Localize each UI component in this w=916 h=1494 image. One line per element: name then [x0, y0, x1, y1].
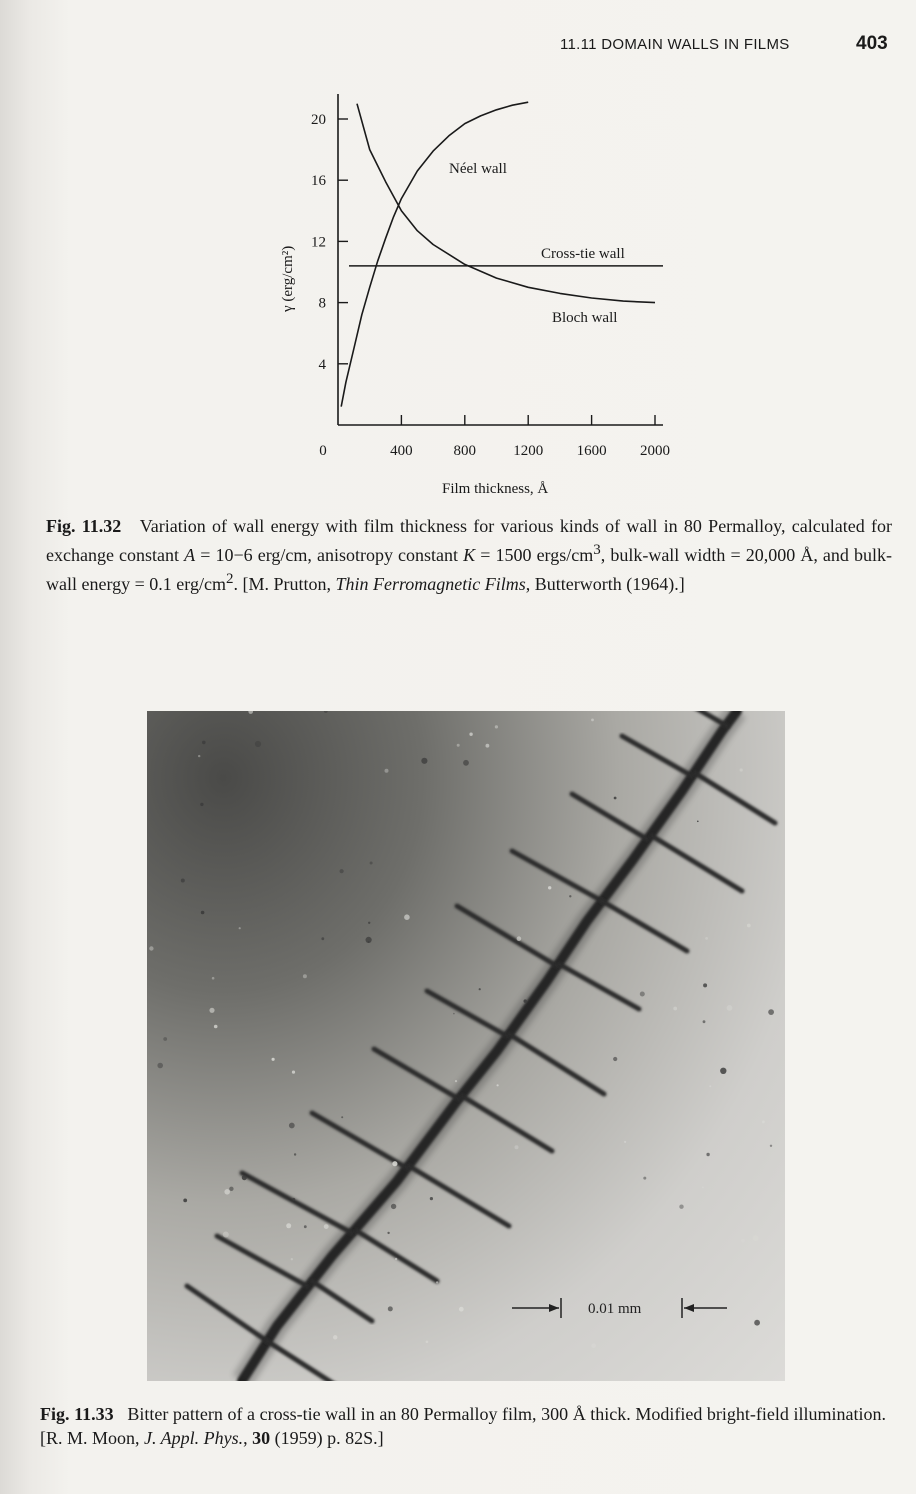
caption-journal: J. Appl. Phys.: [144, 1428, 244, 1448]
speck: [497, 1084, 499, 1086]
speck: [224, 1189, 230, 1195]
speck: [201, 911, 205, 915]
y-tick-label: 12: [311, 234, 326, 251]
running-head: 11.11 DOMAIN WALLS IN FILMS: [560, 36, 790, 53]
speck: [324, 711, 328, 713]
speck: [229, 1187, 233, 1191]
wall-energy-chart: [0, 0, 916, 510]
page-number: 403: [856, 33, 888, 54]
cross-tie: [242, 1173, 352, 1233]
caption-text: . [M. Prutton,: [233, 574, 336, 594]
scale-bar-label: 0.01 mm: [588, 1301, 642, 1317]
x-tick-label: 400: [390, 443, 413, 459]
speck: [223, 1232, 229, 1238]
speck: [768, 1009, 774, 1015]
cross-tie: [462, 1096, 552, 1151]
neel-wall-label: Néel wall: [449, 161, 507, 177]
cross-tie: [374, 1049, 459, 1099]
speck: [303, 974, 307, 978]
speck: [239, 927, 241, 929]
y-tick-label: 20: [311, 112, 326, 128]
speck: [515, 1145, 519, 1149]
speck: [548, 886, 551, 889]
speck: [426, 1341, 429, 1344]
caption-text: Variation of wall energy with film thickness for various kinds of wall in 80 Permalloy, calculated for exchange constant: [46, 516, 892, 565]
speck: [479, 988, 481, 990]
cross-tie: [602, 901, 687, 951]
bloch-wall-curve: [357, 104, 655, 303]
caption-text: (1959) p. 82S.]: [270, 1428, 384, 1448]
speck: [181, 879, 185, 883]
speck: [705, 937, 708, 940]
speck: [324, 1224, 329, 1229]
speck: [703, 1020, 706, 1023]
speck: [702, 1187, 704, 1189]
cross-tie: [652, 836, 742, 891]
speck: [762, 1121, 765, 1124]
cross-tie: [572, 794, 647, 839]
caption-text: ,: [243, 1428, 253, 1448]
speck: [294, 1153, 296, 1155]
bitter-pattern-drawing: [147, 711, 785, 1381]
speck: [163, 1037, 167, 1041]
speck: [720, 1068, 726, 1074]
speck: [613, 1057, 617, 1061]
speck: [366, 937, 372, 943]
speck: [495, 725, 498, 728]
caption-number: Fig. 11.32: [46, 516, 122, 536]
speck: [679, 1205, 683, 1209]
caption-sup: 2: [225, 571, 234, 587]
speck: [569, 895, 571, 897]
speck: [202, 741, 206, 745]
speck: [292, 1198, 295, 1201]
speck: [453, 1013, 455, 1015]
speck: [524, 999, 527, 1002]
x-axis-label: Film thickness, Å: [442, 481, 549, 497]
speck: [727, 1005, 733, 1011]
caption-text: , Butterworth (1964).]: [525, 574, 685, 594]
speck: [673, 1007, 677, 1011]
caption-text: Bitter pattern of a cross-tie wall in an 80 Permalloy film, 300 Å thick. Modified bright-field illumination. [R. M. Moon,: [40, 1404, 886, 1448]
speck: [624, 1141, 626, 1143]
speck: [370, 862, 373, 865]
caption-volume: 30: [252, 1428, 271, 1448]
speck: [214, 1025, 218, 1029]
cross-tie: [409, 1166, 509, 1226]
speck: [209, 1008, 214, 1013]
speck: [591, 719, 594, 722]
caption-var-k: K: [463, 545, 476, 565]
speck: [770, 1145, 772, 1147]
speck: [333, 1335, 337, 1339]
speck: [517, 936, 522, 941]
cross-tie: [695, 773, 775, 823]
x-tick-label: 1200: [513, 443, 544, 459]
speck: [212, 977, 215, 980]
speck: [591, 1343, 596, 1348]
x-tick-label: 800: [453, 443, 477, 459]
speck: [430, 1197, 433, 1200]
cross-tie: [312, 1113, 407, 1168]
caption-citation-title: Thin Ferromagnetic Films: [335, 574, 526, 594]
speck: [395, 1258, 397, 1260]
speck: [242, 1175, 247, 1180]
cross-tie-wall-label: Cross-tie wall: [541, 246, 625, 262]
figure-11-33-caption: [40, 1402, 886, 1450]
y-tick-label: 8: [318, 295, 326, 312]
speck: [643, 1177, 646, 1180]
cross-tie: [512, 851, 602, 901]
speck: [388, 1306, 393, 1311]
speck: [706, 1153, 709, 1156]
main-wall-shadow: [242, 711, 737, 1381]
speck: [753, 1235, 759, 1241]
speck: [421, 758, 427, 764]
speck: [286, 1223, 291, 1228]
speck: [469, 733, 472, 736]
speck: [740, 768, 743, 771]
cross-tie: [559, 964, 639, 1009]
x-tick-label: 2000: [640, 443, 670, 459]
caption-text: = 1500 ergs/cm: [475, 545, 594, 565]
speck: [340, 869, 344, 873]
speck: [640, 992, 645, 997]
speck: [459, 1307, 464, 1312]
speck: [255, 741, 261, 747]
cross-tie: [457, 906, 557, 966]
speck: [697, 821, 699, 823]
speck: [741, 1239, 745, 1243]
speck: [149, 946, 153, 950]
scale-bar: [512, 1298, 727, 1318]
speck: [200, 803, 203, 806]
speck: [289, 1123, 295, 1129]
cross-tie: [267, 1341, 337, 1381]
speck: [321, 937, 324, 940]
speck: [248, 711, 253, 714]
speck: [157, 1063, 163, 1069]
y-axis-label: γ (erg/cm²): [280, 245, 296, 312]
speck: [392, 1161, 397, 1166]
cross-tie: [357, 1231, 437, 1281]
speck: [614, 797, 617, 800]
speck: [457, 744, 460, 747]
speck: [709, 1085, 711, 1087]
cross-tie: [427, 991, 507, 1036]
speck: [304, 1225, 307, 1228]
speck: [272, 1058, 275, 1061]
speck: [385, 769, 389, 773]
cross-ties: [187, 711, 775, 1381]
speck: [703, 983, 707, 987]
speck: [368, 922, 370, 924]
speck: [486, 744, 490, 748]
speck: [292, 1071, 295, 1074]
y-tick-label: 16: [311, 173, 326, 190]
speck: [404, 914, 410, 920]
cross-tie: [622, 736, 692, 776]
speck: [341, 1116, 343, 1118]
x-tick-label: 0: [319, 443, 327, 459]
figure-11-32-caption: [46, 514, 892, 596]
bitter-pattern-photo: [147, 711, 785, 1381]
speck: [463, 760, 469, 766]
speck: [747, 924, 751, 928]
caption-sup: 3: [593, 542, 601, 558]
speck: [198, 755, 200, 757]
speck: [183, 1199, 187, 1203]
caption-text: = 10−6 erg/cm, anisotropy constant: [195, 545, 464, 565]
x-tick-label: 1600: [576, 443, 607, 459]
speck: [754, 1320, 760, 1326]
speck: [455, 1080, 457, 1082]
caption-text: , bulk-wall width = 20,000 Å, and bulk-wall energy = 0.1 erg/cm: [46, 545, 892, 594]
cross-tie: [217, 1236, 307, 1286]
y-tick-label: 4: [318, 356, 326, 373]
cross-tie: [509, 1034, 604, 1094]
cross-tie: [187, 1286, 267, 1341]
speck: [391, 1204, 396, 1209]
bloch-wall-label: Bloch wall: [552, 310, 618, 326]
speck: [387, 1232, 389, 1234]
cross-tie: [312, 1281, 372, 1321]
speck: [436, 1281, 438, 1283]
caption-number: Fig. 11.33: [40, 1404, 114, 1424]
caption-var-a: A: [184, 545, 196, 565]
speck: [291, 1258, 293, 1260]
